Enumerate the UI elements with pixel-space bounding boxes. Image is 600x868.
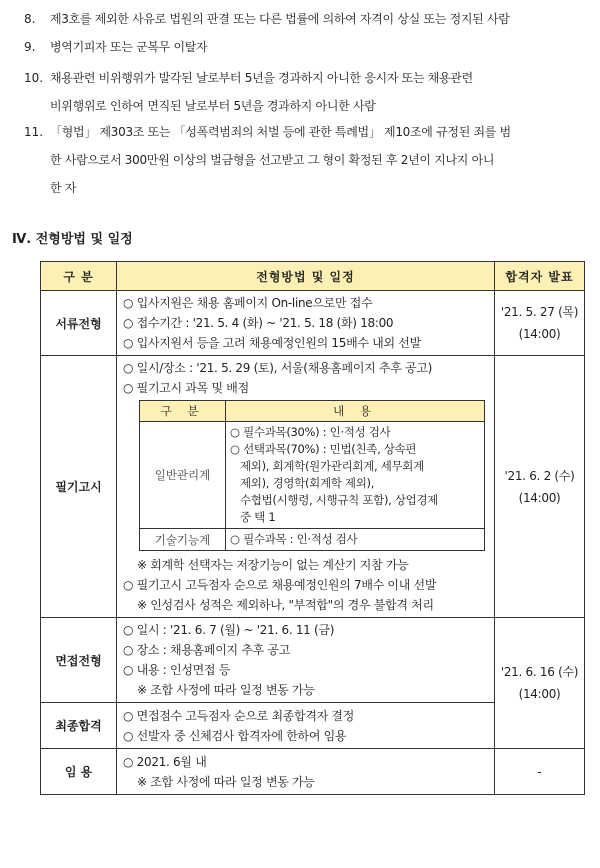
subject-category: 기술기능계 xyxy=(140,529,226,551)
list-number: 9. xyxy=(24,40,36,54)
subject-header-category: 구 분 xyxy=(140,401,226,422)
list-item-8 xyxy=(24,8,590,30)
table-row-doc xyxy=(41,291,585,356)
list-text: 채용관련 비위행위가 발각된 날로부터 5년을 경과하지 아니한 응시자 또는 채용관련 xyxy=(50,71,473,85)
list-text: 「형법」 제303조 또는 「성폭력범죄의 처벌 등에 관한 특례법」 제10조에 규정된 죄를 범 xyxy=(50,125,511,139)
category-doc: 서류전형 xyxy=(41,291,117,356)
list-number: 8. xyxy=(24,12,36,26)
list-text: 제3호를 제외한 사유로 법원의 판결 또는 다른 법률에 의하여 자격이 상실 또는 정지된 사람 xyxy=(50,12,510,26)
list-number: 11. xyxy=(24,125,44,139)
subject-line: ○ 선택과목(70%) : 민법(친족, 상속편 xyxy=(230,442,417,456)
announce-date: '21. 6. 16 (수) xyxy=(500,665,579,679)
announce-doc xyxy=(495,291,585,356)
subject-line: ○ 필수과목(30%) : 인·적성 검사 xyxy=(230,425,391,439)
content-written xyxy=(117,356,495,618)
list-text: 비위행위로 인하여 면직된 날로부터 5년을 경과하지 아니한 사람 xyxy=(50,99,376,113)
content-appoint xyxy=(117,749,495,795)
subject-header-row xyxy=(140,401,485,422)
section-title: Ⅳ. 전형방법 및 일정 xyxy=(12,232,133,247)
content-doc xyxy=(117,291,495,356)
table-header-row xyxy=(41,262,585,291)
subject-row-technical xyxy=(140,529,485,551)
content-line: ○ 접수기간 : '21. 5. 4 (화) ~ '21. 5. 18 (화) 18:00 xyxy=(123,316,394,330)
list-text: 한 사람으로서 300만원 이상의 벌금형을 선고받고 그 형이 확정된 후 2년이 지나지 아니 xyxy=(50,153,495,167)
list-text: 병역기피자 또는 군복무 이탈자 xyxy=(50,40,208,54)
announce-interview xyxy=(495,618,585,749)
subject-table xyxy=(139,400,485,551)
content-line: ○ 장소 : 채용홈페이지 추후 공고 xyxy=(123,643,290,657)
subject-line: 제외), 경영학(회계학 제외), xyxy=(240,476,375,490)
content-line: ○ 일시/장소 : '21. 5. 29 (토), 서울(채용홈페이지 추후 공고) xyxy=(123,361,432,375)
announce-time: (14:00) xyxy=(518,490,561,505)
list-number: 10. xyxy=(24,71,44,85)
table-row-appoint xyxy=(41,749,585,795)
table-row-written xyxy=(41,356,585,618)
header-category: 구 분 xyxy=(41,262,117,291)
content-line: ○ 필기고시 고득점자 순으로 채용예정인원의 7배수 이내 선발 xyxy=(123,578,437,592)
category-appoint: 임 용 xyxy=(41,749,117,795)
announce-time: (14:00) xyxy=(518,327,561,341)
content-line: ○ 2021. 6월 내 xyxy=(123,754,207,769)
note-line: ※ 조합 사정에 따라 일정 변동 가능 xyxy=(137,683,315,697)
subject-row-general xyxy=(140,422,485,529)
note-line: ※ 인성검사 성적은 제외하나, "부적합"의 경우 불합격 처리 xyxy=(137,598,434,612)
announce-date: '21. 5. 27 (목) xyxy=(500,305,579,319)
content-line: ○ 입사지원은 채용 홈페이지 On-line으로만 접수 xyxy=(123,296,373,310)
list-item-10 xyxy=(24,64,590,120)
category-final: 최종합격 xyxy=(41,703,117,749)
content-line: ○ 면접점수 고득점자 순으로 최종합격자 결정 xyxy=(123,708,355,723)
content-line: ○ 입사지원서 등을 고려 채용예정인원의 15배수 내외 선발 xyxy=(123,336,421,350)
announce-appoint: - xyxy=(495,749,585,795)
content-final xyxy=(117,703,495,749)
content-line: ○ 선발자 중 신체검사 합격자에 한하여 임용 xyxy=(123,728,347,743)
content-line: ○ 내용 : 인성면접 등 xyxy=(123,663,231,677)
content-line: ○ 필기고시 과목 및 배점 xyxy=(123,381,249,395)
subject-content xyxy=(226,529,485,551)
subject-header-content: 내 용 xyxy=(226,401,485,422)
header-method: 전형방법 및 일정 xyxy=(117,262,495,291)
list-text: 한 자 xyxy=(50,181,77,195)
content-line: ○ 일시 : '21. 6. 7 (월) ~ '21. 6. 11 (금) xyxy=(123,623,335,637)
subject-content xyxy=(226,422,485,529)
subject-line: 중 택 1 xyxy=(240,510,276,524)
announce-date: '21. 6. 2 (수) xyxy=(504,468,575,483)
subject-line: 제외), 회계학(원가관리회계, 세무회계 xyxy=(240,459,424,473)
subject-line: 수협법(시행령, 시행규칙 포함), 상업경제 xyxy=(240,493,439,507)
announce-time: (14:00) xyxy=(518,687,561,701)
subject-category: 일반관리계 xyxy=(140,422,226,529)
schedule-table xyxy=(40,261,585,795)
header-announce: 합격자 발표 xyxy=(495,262,585,291)
subject-line: ○ 필수과목 : 인·적성 검사 xyxy=(230,532,358,546)
content-interview xyxy=(117,618,495,703)
table-row-interview xyxy=(41,618,585,703)
list-item-9 xyxy=(24,36,590,58)
note-line: ※ 회계학 선택자는 저장기능이 없는 계산기 지참 가능 xyxy=(137,558,409,572)
announce-written xyxy=(495,356,585,618)
category-interview: 면접전형 xyxy=(41,618,117,703)
list-item-11 xyxy=(24,118,590,202)
category-written: 필기고시 xyxy=(41,356,117,618)
note-line: ※ 조합 사정에 따라 일정 변동 가능 xyxy=(137,774,315,789)
